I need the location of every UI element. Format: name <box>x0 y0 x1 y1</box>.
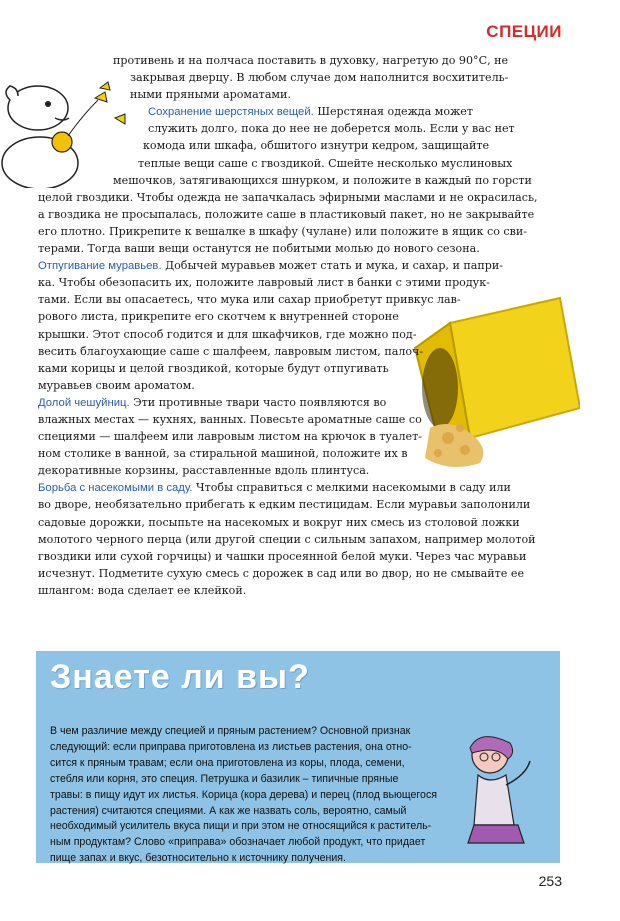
grandmother-illustration <box>450 730 535 855</box>
body-line <box>38 411 563 428</box>
did-you-know-text <box>50 724 470 867</box>
body-text: комода или шкафа, обшитого изнутри кедром, защищайте <box>143 139 490 153</box>
body-line <box>38 240 563 257</box>
body-text: специями — шалфеем или лавровым листом на крючок в туалет- <box>38 430 422 444</box>
body-text: теплые вещи саше с гвоздикой. Сшейте несколько муслиновых <box>138 156 513 170</box>
body-line <box>38 257 563 274</box>
subheading: Борьба с насекомыми в саду. <box>38 482 193 495</box>
box-line: сится к пряным травам; если она приготовлена из коры, плода, семени, <box>50 756 405 769</box>
subheading: Отпугивание муравьев. <box>38 260 162 273</box>
box-line: стебля или корня, это специя. Петрушка и базилик – типичные пряные <box>50 772 399 785</box>
subheading: Долой чешуйниц. <box>38 396 130 409</box>
body-line <box>38 496 563 513</box>
body-text: ном столике в ванной, за стиральной машиной, положите их в <box>38 447 408 461</box>
body-text: Шерстяная одежда может <box>313 105 473 119</box>
body-line <box>38 548 563 565</box>
body-text: рового листа, прикрепите его скотчем к внутренней стороне <box>38 310 399 324</box>
body-line <box>38 206 563 223</box>
body-line <box>38 69 563 86</box>
body-line <box>38 189 563 206</box>
body-line <box>38 428 563 445</box>
body-text: ными пряными ароматами. <box>130 88 291 102</box>
article-text <box>38 52 563 599</box>
body-text: Эти противные твари часто появляются во <box>129 395 387 409</box>
body-text: садовые дорожки, посыпьте на насекомых и вокруг них смесь из столовой ложки <box>38 515 520 529</box>
body-line <box>38 462 563 479</box>
body-text: а гвоздика не просыпалась, положите саше в пластиковый пакет, но не закрывайте <box>38 207 535 221</box>
body-line <box>38 531 563 548</box>
body-text: Чтобы справиться с мелкими насекомыми в саду или <box>192 481 511 495</box>
body-line <box>38 445 563 462</box>
body-line <box>38 120 563 137</box>
body-line <box>38 274 563 291</box>
body-text: противень и на полчаса поставить в духовку, нагретую до 90°С, не <box>113 54 509 67</box>
page-number: 253 <box>538 873 562 889</box>
body-text: тами. Если вы опасаетесь, что мука или сахар приобретут привкус лав- <box>38 293 461 307</box>
box-line: необходимый усилитель вкуса пищи и при этом не относящийся к раститель- <box>50 820 432 833</box>
body-line <box>38 155 563 172</box>
body-line <box>38 86 563 103</box>
body-line <box>38 308 563 325</box>
box-line: ным продуктам? Слово «приправа» обозначает любой продукт, что придает <box>50 836 426 849</box>
body-line <box>38 291 563 308</box>
body-text: мешочков, затягивающихся шнурком, и положите в каждый по горсти <box>113 173 532 187</box>
body-line <box>38 479 563 496</box>
body-line <box>38 360 563 377</box>
body-text: закрывая дверцу. В любом случае дом наполнится восхититель- <box>130 71 509 85</box>
body-line <box>38 514 563 531</box>
body-line <box>38 377 563 394</box>
body-line <box>38 223 563 240</box>
body-text: декоративные корзины, расставленные вдоль плинтуса. <box>38 464 370 478</box>
subheading: Сохранение шерстяных вещей. <box>148 106 314 119</box>
box-line: пище запах и вкус, безотносительно к источнику получения. <box>50 852 346 865</box>
body-line <box>38 52 563 69</box>
body-text: служить долго, пока до нее не доберется моль. Если у вас нет <box>148 122 515 136</box>
body-text: терами. Тогда ваши вещи останутся не побитыми молью до нового сезона. <box>38 242 480 256</box>
body-line <box>38 326 563 343</box>
body-text: его плотно. Прикрепите к вешалке в шкафу (чулане) или положите в ящик со сви- <box>38 224 528 238</box>
body-text: весить благоухающие саше с шалфеем, лавровым листом, палоч- <box>38 344 424 358</box>
body-line <box>38 565 563 582</box>
box-line: следующий: если приправа приготовлена из листьев растения, она отно- <box>50 740 412 753</box>
body-line <box>38 137 563 154</box>
body-line <box>38 394 563 411</box>
body-text: муравьев своим ароматом. <box>38 378 195 392</box>
body-text: влажных местах — кухнях, ванных. Повесьте ароматные саше со <box>38 412 422 426</box>
body-text: во дворе, необязательно прибегать к едким пестицидам. Если муравьи заполонили <box>38 498 531 512</box>
box-line: В чем различие между специей и пряным растением? Основной признак <box>50 725 411 737</box>
body-text: крышки. Этот способ годится и для шкафчиков, где можно под- <box>38 327 417 341</box>
body-text: молотого черного перца (или другой специи с сильным запахом, например молотой <box>38 532 536 546</box>
section-title: СПЕЦИИ <box>486 22 562 41</box>
body-line <box>38 582 563 599</box>
body-text: ка. Чтобы обезопасить их, положите лавровый лист в банки с этими продук- <box>38 276 490 290</box>
body-text: ками корицы и целой гвоздикой, которые будут отпугивать <box>38 361 389 375</box>
body-line <box>38 103 563 120</box>
body-text: исчезнут. Подметите сухую смесь с дорожек в сад или во двор, но не смывайте ее <box>38 566 525 580</box>
body-text: гвоздики или сухой горчицы) и чашки просеянной белой муки. Через час муравьи <box>38 549 527 563</box>
body-text: Добычей муравьев может стать и мука, и сахар, и папри- <box>161 259 504 273</box>
box-line: растения) считаются специями. А как же назвать соль, вероятно, самый <box>50 804 407 817</box>
body-line <box>38 172 563 189</box>
did-you-know-title: Знаете ли вы? <box>50 658 310 696</box>
body-text: целой гвоздики. Чтобы одежда не запачкалась эфирными маслами и не окрасилась, <box>38 190 538 204</box>
body-text: шлангом: вода сделает ее клейкой. <box>38 583 247 597</box>
body-line <box>38 343 563 360</box>
box-line: травы: в пищу идут их листья. Корица (кора дерева) и перец (плод вьющегося <box>50 788 437 801</box>
